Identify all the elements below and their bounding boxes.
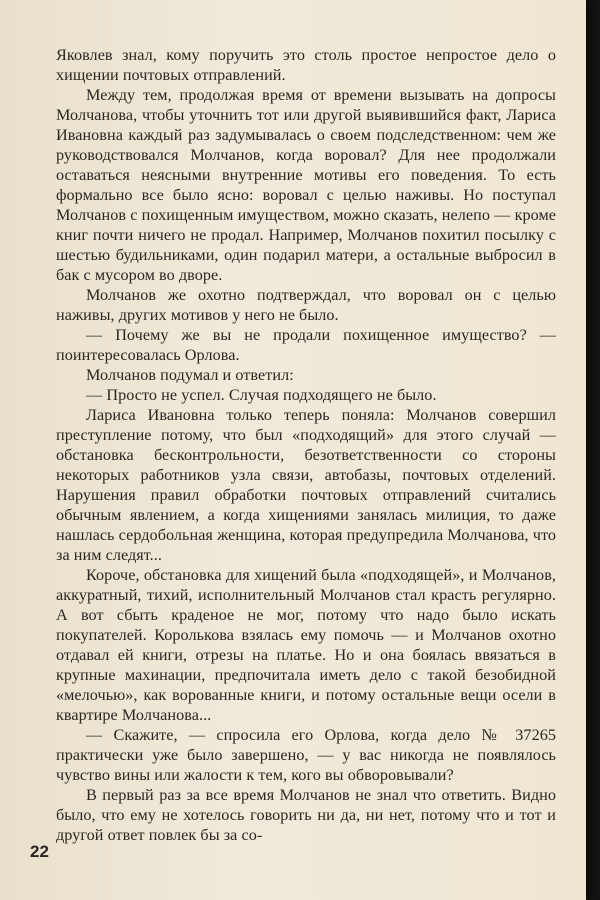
- paragraph-8: Короче, обстановка для хищений была «подходящей», и Молчанов, аккуратный, тихий, исполнительный Молчанов стал красть регулярно. А вот сбыть краденое не мог, потому что надо было искать покупателей. Королькова взялась ему помочь — и Молчанов охотно отдавал ей книги, отрезы на платье. Но и она боялась ввязаться в крупные махинации, предпочитала иметь дело с такой безобидной «мелочью», как ворованные книги, и потому остальные вещи осели в квартире Молчанова...: [56, 566, 556, 724]
- paragraph-10: В первый раз за все время Молчанов не знал что ответить. Видно было, что ему не хотелось говорить ни да, ни нет, потому что и тот и другой ответ повлек бы за со-: [56, 786, 556, 844]
- paragraph-7: Лариса Ивановна только теперь поняла: Молчанов совершил преступление потому, что был «подходящий» для этого случай — обстановка бесконтрольности, безответственности со стороны некоторых работников узла связи, автобазы, почтовых отделений. Нарушения правил обработки почтовых отправлений считались обычным явлением, а когда хищениями занялась милиция, то даже нашлась сердобольная женщина, которая предупредила Молчанова, что за ним следят...: [56, 406, 556, 564]
- paragraph-6: — Просто не успел. Случая подходящего не было.: [86, 386, 437, 404]
- paragraph-2: Между тем, продолжая время от времени вызывать на допросы Молчанова, чтобы уточнить тот или другой выявившийся факт, Лариса Ивановна каждый раз задумывалась о своем подследственном: чем же руководствовался Молчанов, когда воровал? Для нее продолжали оставаться неясными внутренние мотивы его поведения. То есть формально все было ясно: воровал с целью наживы. Но поступал Молчанов с похищенным имуществом, можно сказать, нелепо — кроме книг почти ничего не продал. Например, Молчанов похитил посылку с шестью будильниками, один подарил матери, а остальные выбросил в бак с мусором во дворе.: [56, 86, 556, 284]
- paragraph-3: Молчанов же охотно подтверждал, что воровал он с целью наживы, других мотивов у него не было.: [56, 286, 556, 324]
- paragraph-4: — Почему же вы не продали похищенное имущество? — поинтересовалась Орлова.: [56, 326, 556, 364]
- page-number: 22: [30, 842, 49, 861]
- paragraph-5: Молчанов подумал и ответил:: [86, 366, 294, 384]
- paragraph-1: Яковлев знал, кому поручить это столь простое непростое дело о хищении почтовых отправлений.: [56, 46, 556, 84]
- paragraph-9: — Скажите, — спросила его Орлова, когда дело № 37265 практически уже было завершено, — у вас никогда не появлялось чувство вины или жалости к тем, кого вы обворовывали?: [56, 726, 556, 784]
- page-body: [56, 45, 556, 845]
